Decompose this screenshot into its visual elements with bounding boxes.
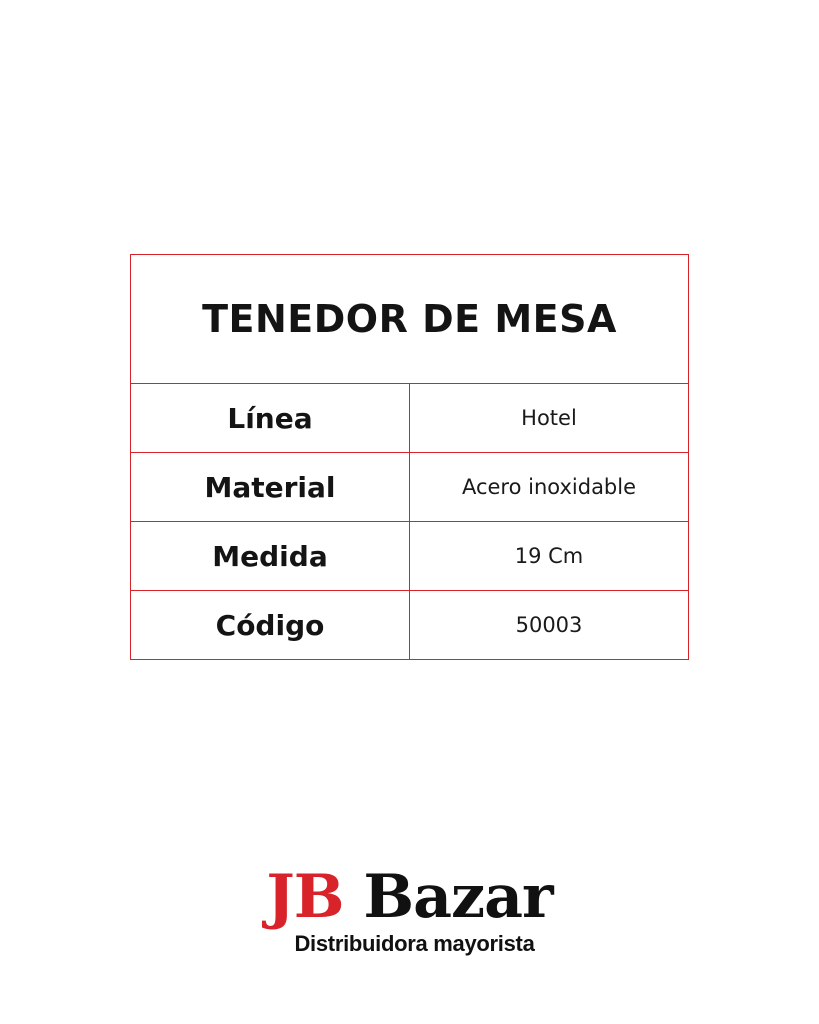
title-row <box>131 255 689 384</box>
brand-logo <box>0 862 819 956</box>
spec-label: Material <box>131 453 410 522</box>
spec-label: Medida <box>131 522 410 591</box>
product-title: TENEDOR DE MESA <box>131 255 689 384</box>
spec-label: Línea <box>131 384 410 453</box>
spec-row-medida <box>131 522 689 591</box>
spec-value: 50003 <box>410 591 689 660</box>
spec-row-linea <box>131 384 689 453</box>
brand-name-bazar: Bazar <box>363 862 553 932</box>
spec-value: Acero inoxidable <box>410 453 689 522</box>
spec-value: 19 Cm <box>410 522 689 591</box>
spec-table <box>130 254 689 660</box>
brand-name <box>0 862 819 932</box>
spec-row-material <box>131 453 689 522</box>
spec-row-codigo <box>131 591 689 660</box>
brand-tagline: Distribuidora mayorista <box>294 931 535 956</box>
brand-name-jb: JB <box>266 862 344 932</box>
spec-label: Código <box>131 591 410 660</box>
spec-value: Hotel <box>410 384 689 453</box>
